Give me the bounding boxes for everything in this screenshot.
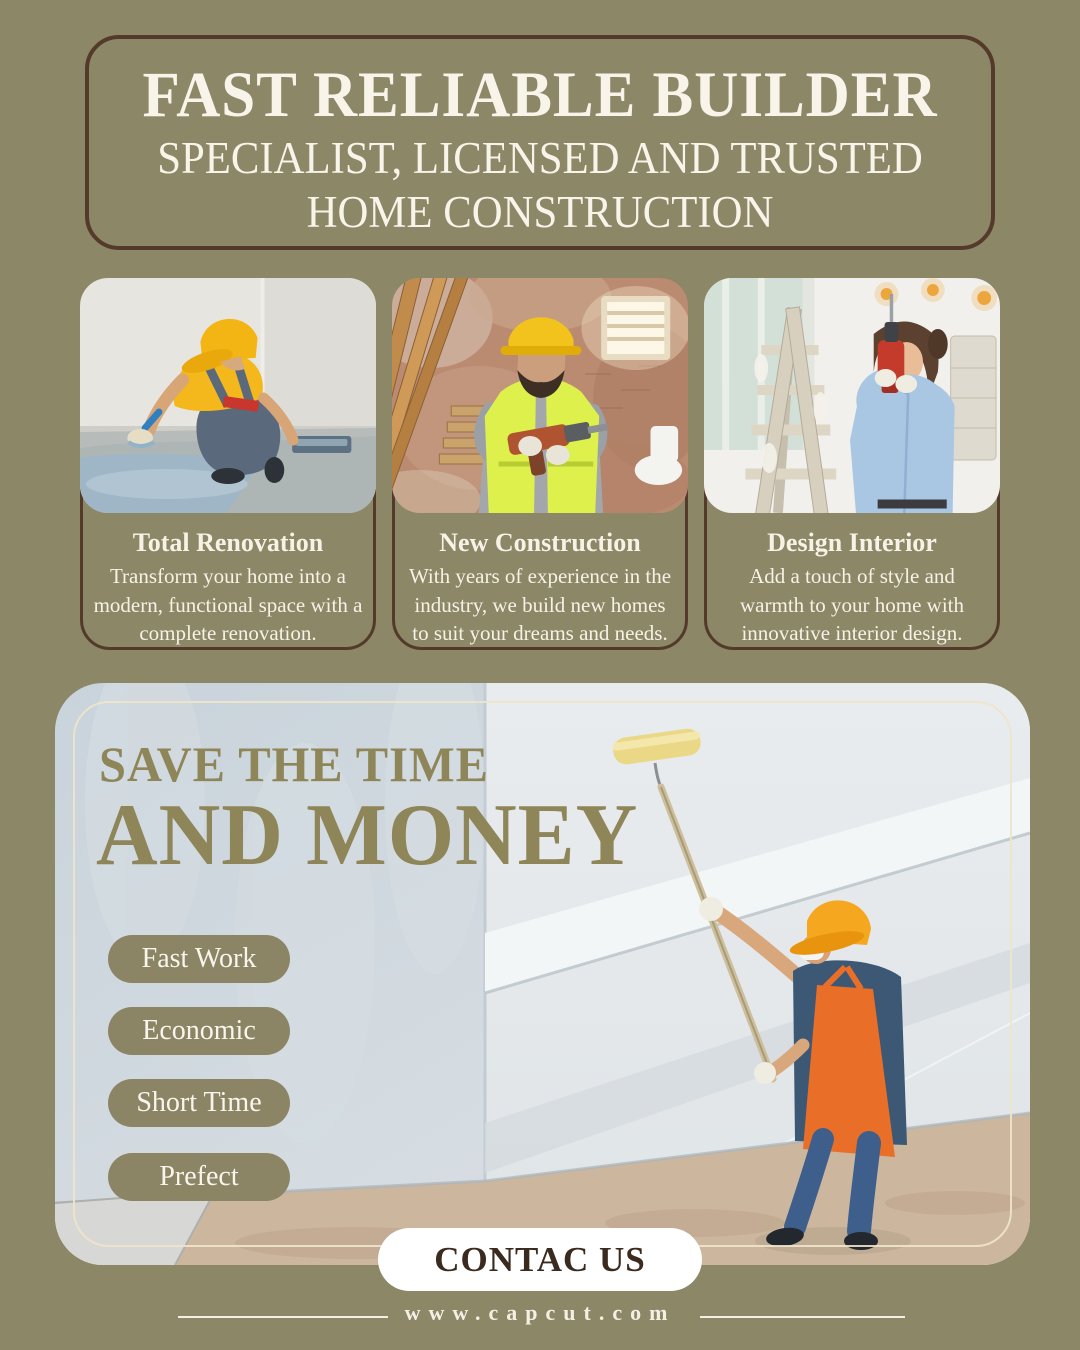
contact-us-button[interactable]: CONTAC US — [378, 1228, 702, 1291]
service-card-design-interior — [704, 278, 1000, 650]
poster-subtitle-line2: HOME CONSTRUCTION — [306, 187, 774, 237]
service-card-new-construction — [392, 278, 688, 650]
promo-headline-line1: SAVE THE TIME — [99, 736, 490, 792]
builder-with-drill-photo — [392, 278, 688, 513]
website-link[interactable]: www.capcut.com — [404, 1300, 676, 1325]
footer-divider-right — [700, 1316, 905, 1318]
service-title: Design Interior — [767, 528, 937, 557]
poster-title: FAST RELIABLE BUILDER — [142, 59, 938, 131]
service-title: New Construction — [439, 528, 641, 557]
footer — [0, 1296, 1080, 1336]
service-title: Total Renovation — [132, 528, 324, 557]
tag-fast-work: Fast Work — [108, 935, 290, 983]
service-description: Add a touch of style and warmth to your home with innovative interior design. — [740, 564, 964, 645]
service-description: With years of experience in the industry, we build new homes to suit your dreams and needs. — [408, 564, 672, 645]
promo-headline-line2: AND MONEY — [96, 787, 639, 884]
worker-painting-floor-photo — [80, 278, 376, 513]
service-description: Transform your home into a modern, functional space with a complete renovation. — [93, 564, 363, 645]
tag-economic: Economic — [108, 1007, 290, 1055]
tag-prefect: Prefect — [108, 1153, 290, 1201]
tag-short-time: Short Time — [108, 1079, 290, 1127]
woman-with-drill-ladder-photo — [704, 278, 1000, 513]
poster-subtitle-line1: SPECIALIST, LICENSED AND TRUSTED — [157, 133, 923, 183]
service-card-total-renovation — [80, 278, 376, 650]
header-banner — [85, 35, 995, 250]
promo-panel — [55, 683, 1030, 1265]
